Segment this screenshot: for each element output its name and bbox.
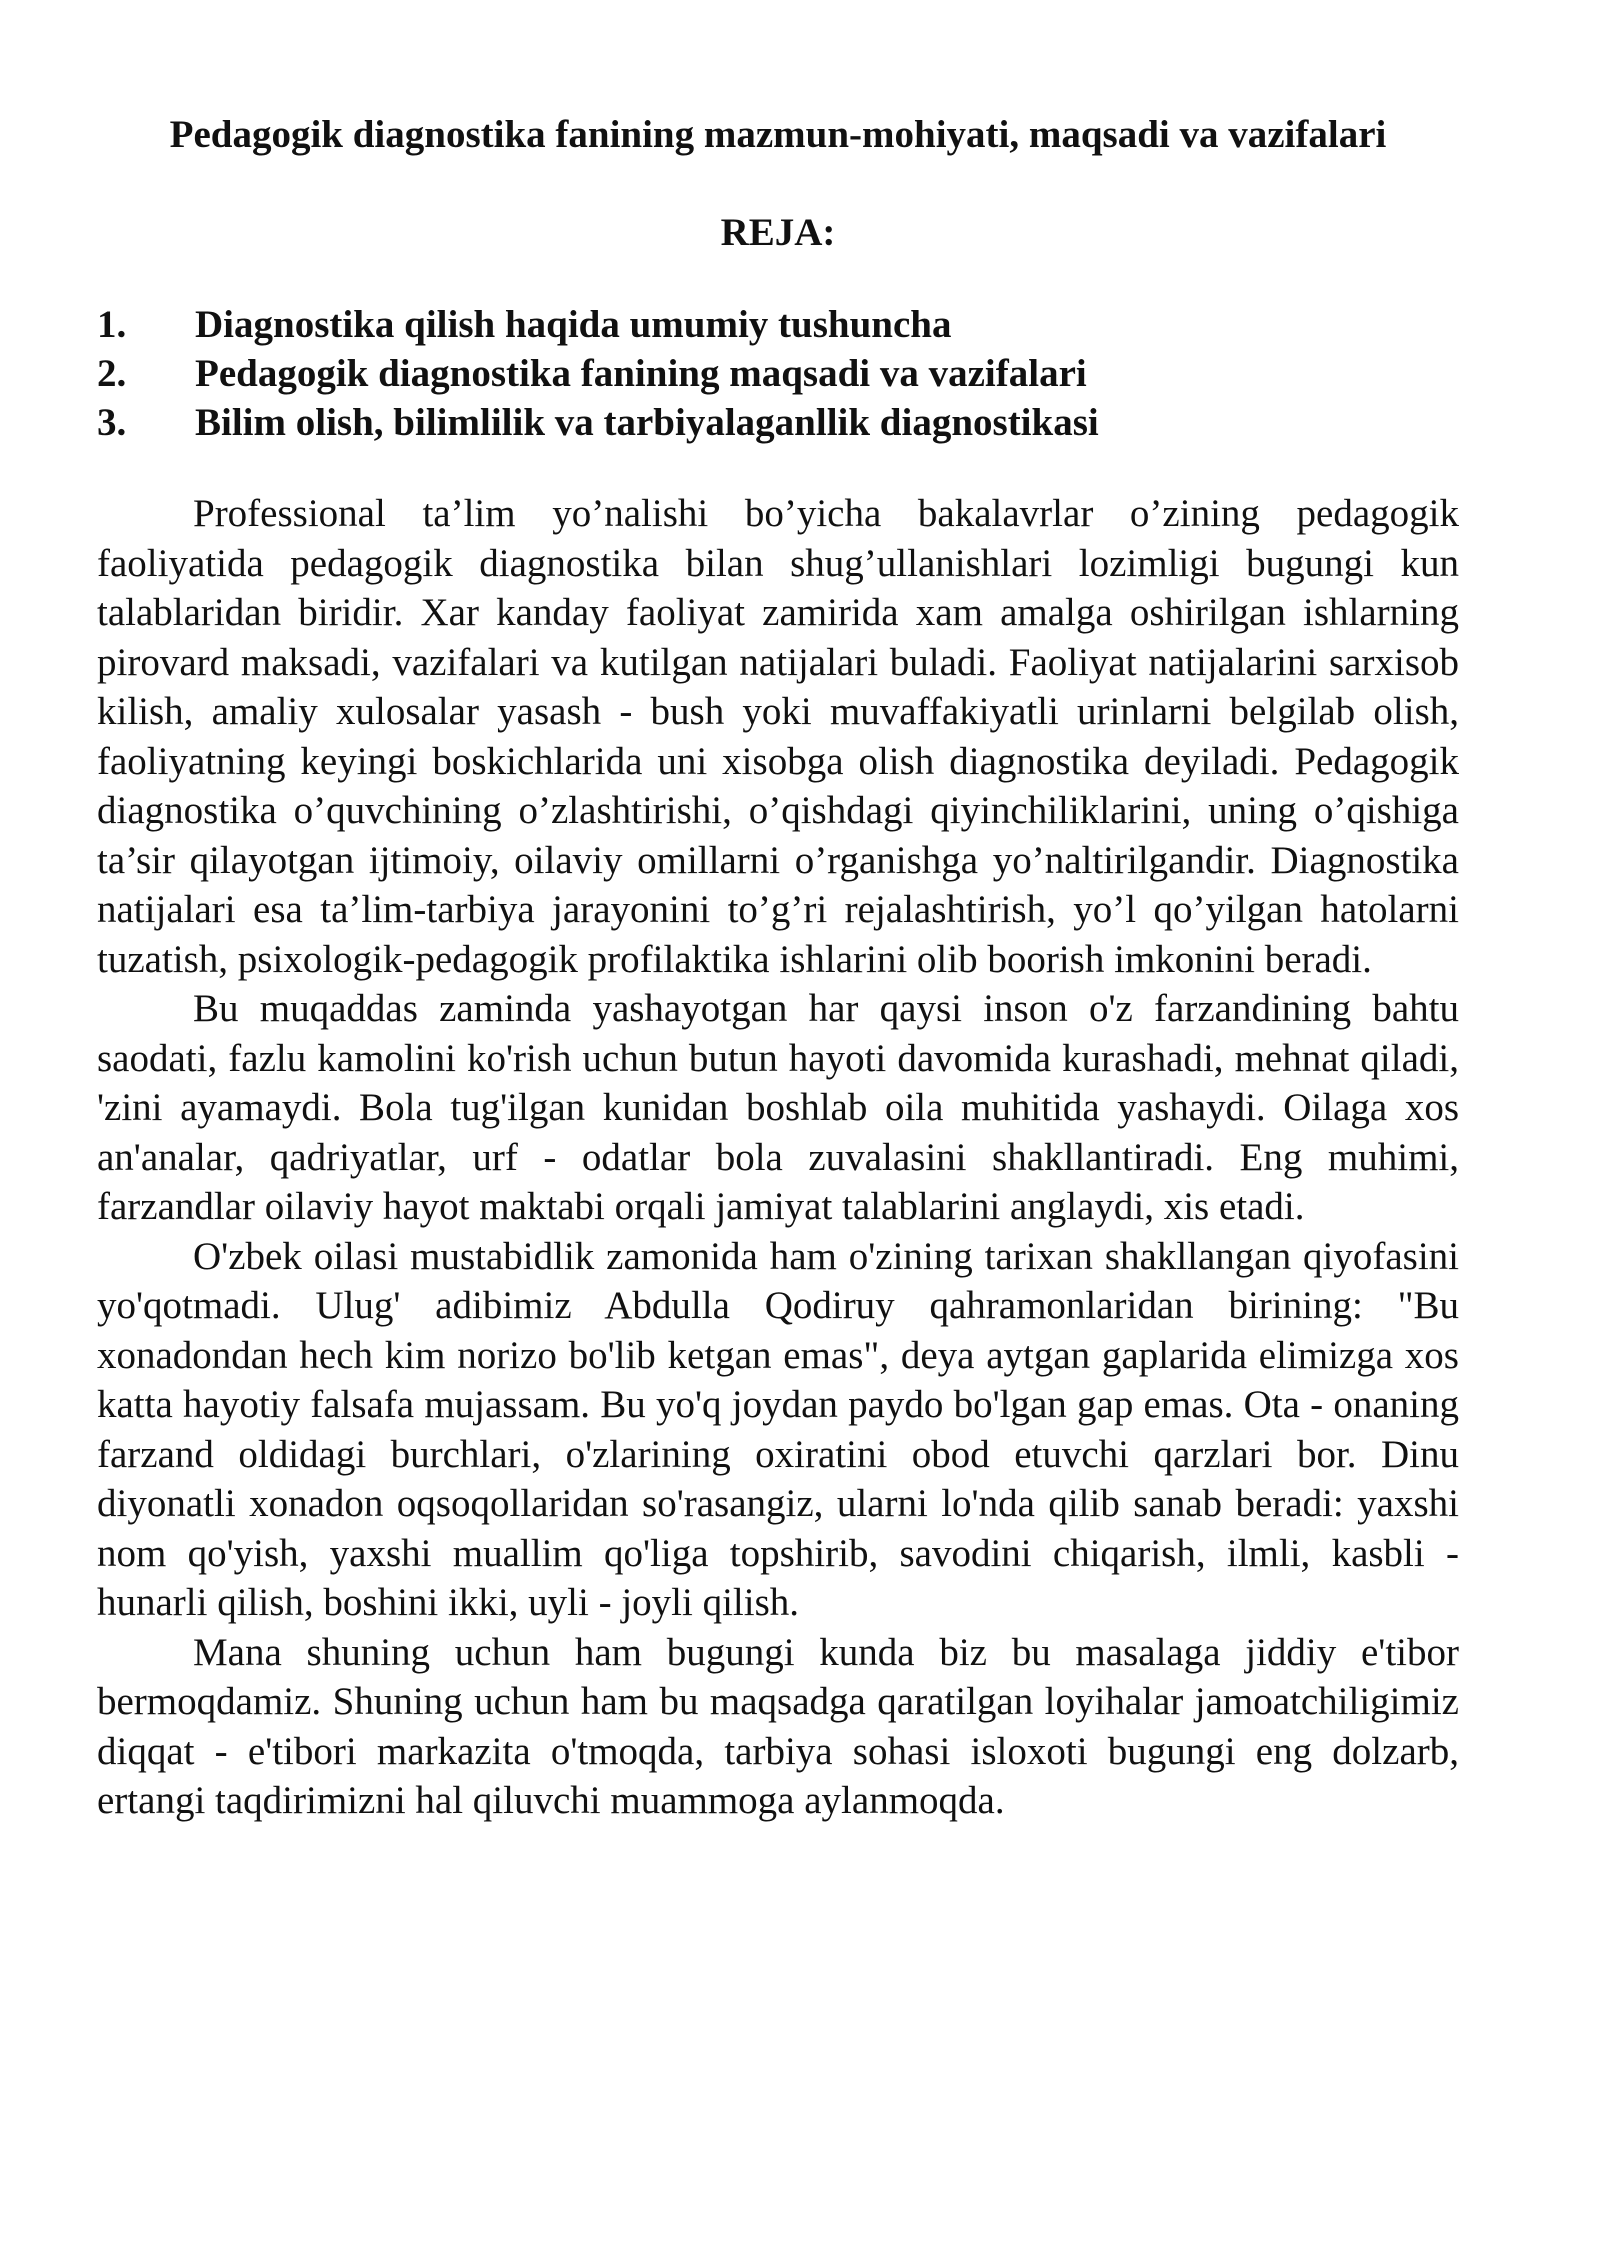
plan-item bbox=[97, 300, 1459, 349]
plan-item-text: Diagnostika qilish haqida umumiy tushuncha bbox=[195, 303, 952, 346]
body-paragraph: Mana shuning uchun ham bugungi kunda biz bu masalaga jiddiy e'tibor bermoqdamiz. Shuning uchun ham bu maqsadga qaratilgan loyihalar jamoatchiligimiz diqqat - e'tibori markazita o'tmoqda, tarbiya sohasi isloxoti bugungi eng dolzarb, ertangi taqdirimizni hal qiluvchi muammoga aylanmoqda. bbox=[97, 1630, 1459, 1822]
plan-list bbox=[97, 300, 1459, 447]
plan-item-text: Pedagogik diagnostika fanining maqsadi va vazifalari bbox=[195, 352, 1087, 395]
plan-item-number: 3. bbox=[97, 401, 127, 444]
body-paragraph: O'zbek oilasi mustabidlik zamonida ham o'zining tarixan shakllangan qiyofasini yo'qotmadi. Ulug' adibimiz Abdulla Qodiruy qahramonlaridan birining: "Bu xonadondan hech kim norizo bo'lib ketgan emas", deya aytgan gaplarida elimizga xos katta hayotiy falsafa mujassam. Bu yo'q joydan paydo bo'lgan gap emas. Ota - onaning farzand oldidagi burchlari, o'zlarining oxiratini obod etuvchi qarzlari bor. Dinu diyonatli xonadon oqsoqollaridan so'rasangiz, ularni lo'nda qilib sanab beradi: yaxshi nom qo'yish, yaxshi muallim qo'liga topshirib, savodini chiqarish, ilmli, kasbli - hunarli qilish, boshini ikki, uyli - joyli qilish. bbox=[97, 1234, 1459, 1624]
document-page bbox=[97, 110, 1459, 1826]
plan-item bbox=[97, 398, 1459, 447]
body-paragraph: Professional ta’lim yo’nalishi bo’yicha bakalavrlar o’zining pedagogik faoliyatida pedagogik diagnostika bilan shug’ullanishlari lozimligi bugungi kun talablaridan biridir. Xar kanday faoliyat zamirida xam amalga oshirilgan ishlarning pirovard maksadi, vazifalari va kutilgan natijalari buladi. Faoliyat natijalarini sarxisob kilish, amaliy xulosalar yasash - bush yoki muvaffakiyatli urinlarni belgilab olish, faoliyatning keyingi boskichlarida uni xisobga olish diagnostika deyiladi. Pedagogik diagnostika o’quvchining o’zlashtirishi, o’qishdagi qiyinchiliklarini, uning o’qishiga ta’sir qilayotgan ijtimoiy, oilaviy omillarni o’rganishga yo’naltirilgandir. Diagnostika natijalari esa ta’lim-tarbiya jarayonini to’g’ri rejalashtirish, yo’l qo’yilgan hatolarni tuzatish, psixologik-pedagogik profilaktika ishlarini olib boorish imkonini beradi. bbox=[97, 492, 1459, 981]
plan-item-number: 1. bbox=[97, 303, 127, 346]
document-title: Pedagogik diagnostika fanining mazmun-mohiyati, maqsadi va vazifalari bbox=[169, 113, 1387, 156]
plan-item bbox=[97, 349, 1459, 398]
body-text bbox=[97, 489, 1459, 1826]
plan-item-number: 2. bbox=[97, 352, 127, 395]
plan-heading: REJA: bbox=[720, 211, 836, 254]
plan-item-text: Bilim olish, bilimlilik va tarbiyalaganllik diagnostikasi bbox=[195, 401, 1099, 444]
body-paragraph: Bu muqaddas zaminda yashayotgan har qaysi inson o'z farzandining bahtu saodati, fazlu kamolini ko'rish uchun butun hayoti davomida kurashadi, mehnat qiladi, 'zini ayamaydi. Bola tug'ilgan kunidan boshlab oila muhitida yashaydi. Oilaga xos an'analar, qadriyatlar, urf - odatlar bola zuvalasini shakllantiradi. Eng muhimi, farzandlar oilaviy hayot maktabi orqali jamiyat talablarini anglaydi, xis etadi. bbox=[97, 987, 1459, 1228]
